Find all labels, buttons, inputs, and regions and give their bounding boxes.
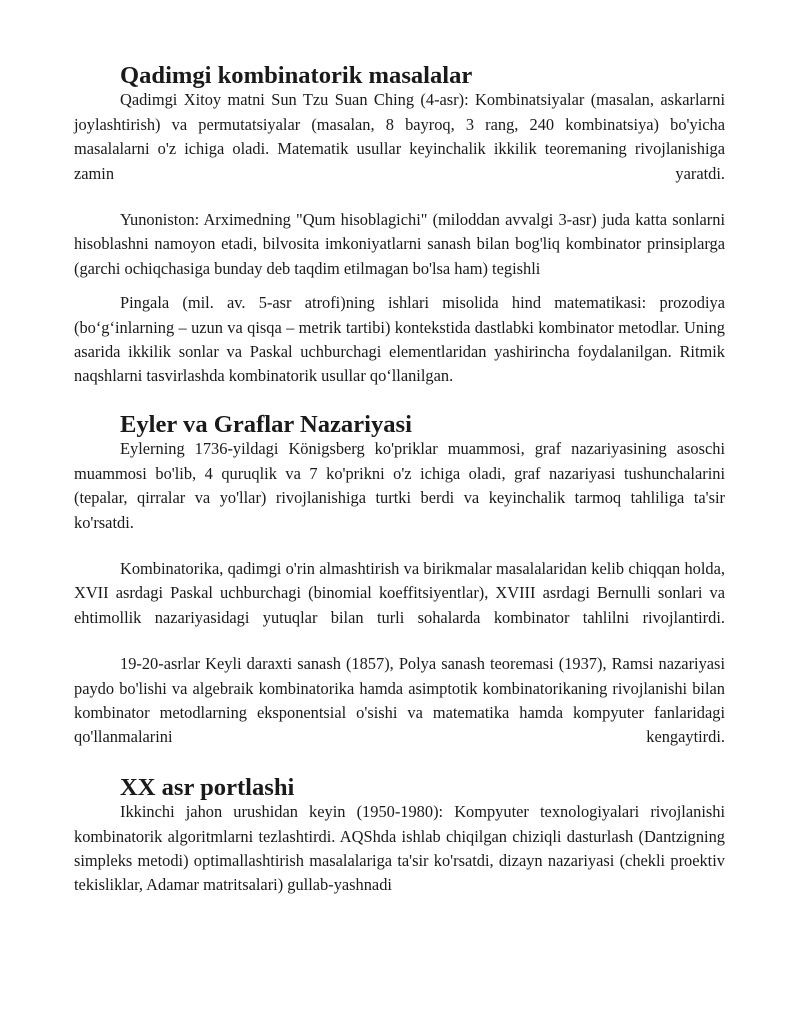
paragraph-combinatorics-history: Kombinatorika, qadimgi o'rin almashtirish va birikmalar masalalaridan kelib chiqqan holda, XVII asrdagi Paskal uchburchagi (binomial koeffitsiyentlar), XVIII asrdagi Bernulli sonlari va ehtimollik nazariyasidagi yutuqlar bilan turli sohalarda kombinator tahlilni rivojlantirdi. bbox=[74, 558, 725, 627]
paragraph-greece: Yunoniston: Arximedning "Qum hisoblagichi" (miloddan avvalgi 3-asr) juda katta sonlarni hisoblashni namoyon etadi, bilvosita imkoniyatlarni sanash bilan bog'liq kombinator prinsiplarga (garchi ochiqchasiga bunday deb taqdim etilmagan bo'lsa ham) tegishli bbox=[74, 210, 725, 278]
section-heading-euler: Eyler va Graflar Nazariyasi bbox=[120, 410, 412, 438]
paragraph-19-20-century: 19-20-asrlar Keyli daraxti sanash (1857), Polya sanash teoremasi (1937), Ramsi nazariyasi paydo bo'lishi va algebraik kombinatorika hamda asimptotik kombinatorikaning rivojlanishi bilan kombinator metodlarning eksponentsial o'sishi va matematika hamda kompyuter fanlaridagi qo'llanmalarini kengaytirdi. bbox=[74, 654, 725, 747]
paragraph-pingala: Pingala (mil. av. 5-asr atrofi)ning ishlari misolida hind matematikasi: prozodiya (bo‘g‘inlarning – uzun va qisqa – metrik tartibi) kontekstida dastlabki kombinator metodlar. Uning asarida ikkilik sonlar va Paskal uchburchagi elementlaridan yashirincha foydalanilgan. Ritmik naqshlarni tasvirlashda kombinatorik usullar qo‘llanilgan. bbox=[74, 293, 725, 386]
paragraph-konigsberg: Eylerning 1736-yildagi Königsberg ko'priklar muammosi, graf nazariyasining asoschi muammosi bo'lib, 4 quruqlik va 7 ko'prikni o'z ichiga oladi, graf nazariyasi tushunchalarini (tepalar, qirralar va yo'llar) rivojlanishiga turtki berdi va keyinchalik tarmoq tahliliga ta'sir ko'rsatdi. bbox=[74, 439, 725, 532]
paragraph-china: Qadimgi Xitoy matni Sun Tzu Suan Ching (4-asr): Kombinatsiyalar (masalan, askarlarni joylashtirish) va permutatsiyalar (masalan, 8 bayroq, 3 rang, 240 kombinatsiya) bo'yicha masalalarni o'z ichiga oladi. Matematik usullar keyinchalik ikkilik teoremaning rivojlanishiga zamin yaratdi. bbox=[74, 90, 725, 183]
document-page bbox=[74, 64, 725, 898]
section-heading-ancient: Qadimgi kombinatorik masalalar bbox=[120, 62, 473, 89]
section-heading-20th-century: XX asr portlashi bbox=[120, 773, 295, 801]
paragraph-post-war: Ikkinchi jahon urushidan keyin (1950-1980): Kompyuter texnologiyalari rivojlanishi kombinatorik algoritmlarni tezlashtirdi. AQShda ishlab chiqilgan chiziqli dasturlash (Dantzigning simpleks metodi) optimallashtirish masalalariga ta'sir ko'rsatdi, dizayn nazariyasi (chekli proektiv tekisliklar, Adamar matritsalari) gullab-yashnadi bbox=[74, 802, 725, 895]
